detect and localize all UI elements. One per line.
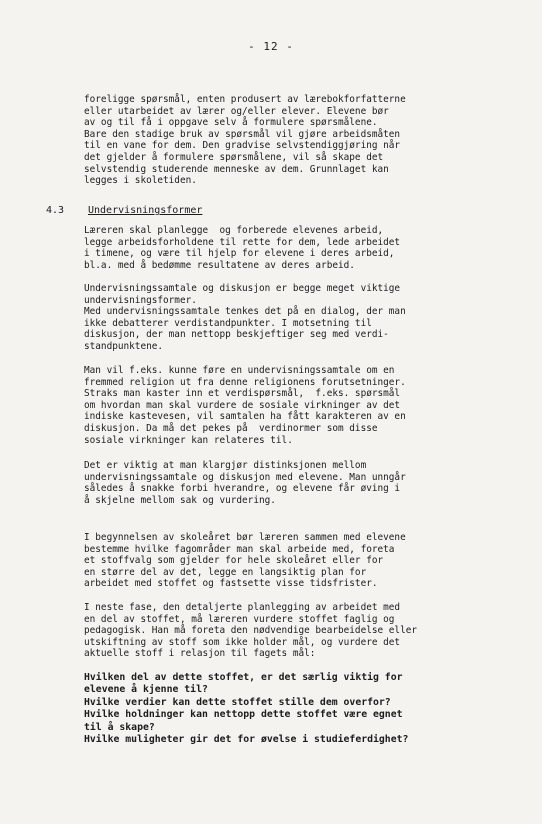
question-list: Hvilken del av dette stoffet, er det særlig viktig for elevene å kjenne til? Hvilke verdier kan dette stoffet stille dem overfor? Hvilke holdninger kan nettopp dette stoffet være egnet til å skape? Hvilke muligheter gir det for øvelse i studieferdighet? [84,672,409,746]
section-heading: Undervisningsformer [88,205,203,216]
paragraph-4: Man vil f.eks. kunne føre en undervisningssamtale om en fremmed religion ut fra denne religionens forutsetninger. Straks man kaster inn et verdispørsmål, f.eks. spørsmål om hvordan man skal vurdere de sosiale virkninger av det indiske kastevesen, vil samtalen ha fått karakteren av en diskusjon. Da må det pekes på verdinormer som disse sosiale virkninger kan relateres til. [84,365,406,446]
section-number: 4.3 [46,205,65,216]
paragraph-5: Det er viktig at man klargjør distinksjonen mellom undervisningssamtale og diskusjon med elevene. Man unngår således å snakke forbi hverandre, og elevene får øving i å skjelne mellom sak og vurdering. [84,460,406,506]
paragraph-7: I neste fase, den detaljerte planlegging av arbeidet med en del av stoffet, må læreren vurdere stoffet faglig og pedagogisk. Han må foreta den nødvendige bearbeidelse eller utskiftning av stoff som ikke holder mål, og vurdere det aktuelle stoff i relasjon til fagets mål: [84,602,418,660]
page-number: - 12 - [248,40,294,53]
paragraph-6: I begynnelsen av skoleåret bør læreren sammen med elevene bestemme hvilke fagområder man skal arbeide med, foreta et stoffvalg som gjelder for hele skoleåret eller for en større del av det, legge en langsiktig plan for arbeidet med stoffet og fastsette visse tidsfrister. [84,532,406,590]
paragraph-2: Læreren skal planlegge og forberede elevenes arbeid, legge arbeidsforholdene til rette for dem, lede arbeidet i timene, og være til hjelp for elevene i deres arbeid, bl.a. med å bedømme resultatene av deres arbeid. [84,225,401,271]
paragraph-3: Undervisningssamtale og diskusjon er begge meget viktige undervisningsformer. Med undervisningssamtale tenkes det på en dialog, der man ikke debatterer verdistandpunkter. I motsetning til diskusjon, der man nettopp beskjeftiger seg med verdi- standpunktene. [84,283,406,352]
paragraph-1: foreligge spørsmål, enten produsert av lærebokforfatterne eller utarbeidet av lærer og/eller elever. Elevene bør av og til få i oppgave selv å formulere spørsmålene. Bare den stadige bruk av spørsmål vil gjøre arbeidsmåten til en vane for dem. Den gradvise selvstendiggjøring når det gjelder å formulere spørsmålene, vil så skape det selvstendig studerende menneske av dem. Grunnlaget kan legges i skoletiden. [84,94,406,187]
